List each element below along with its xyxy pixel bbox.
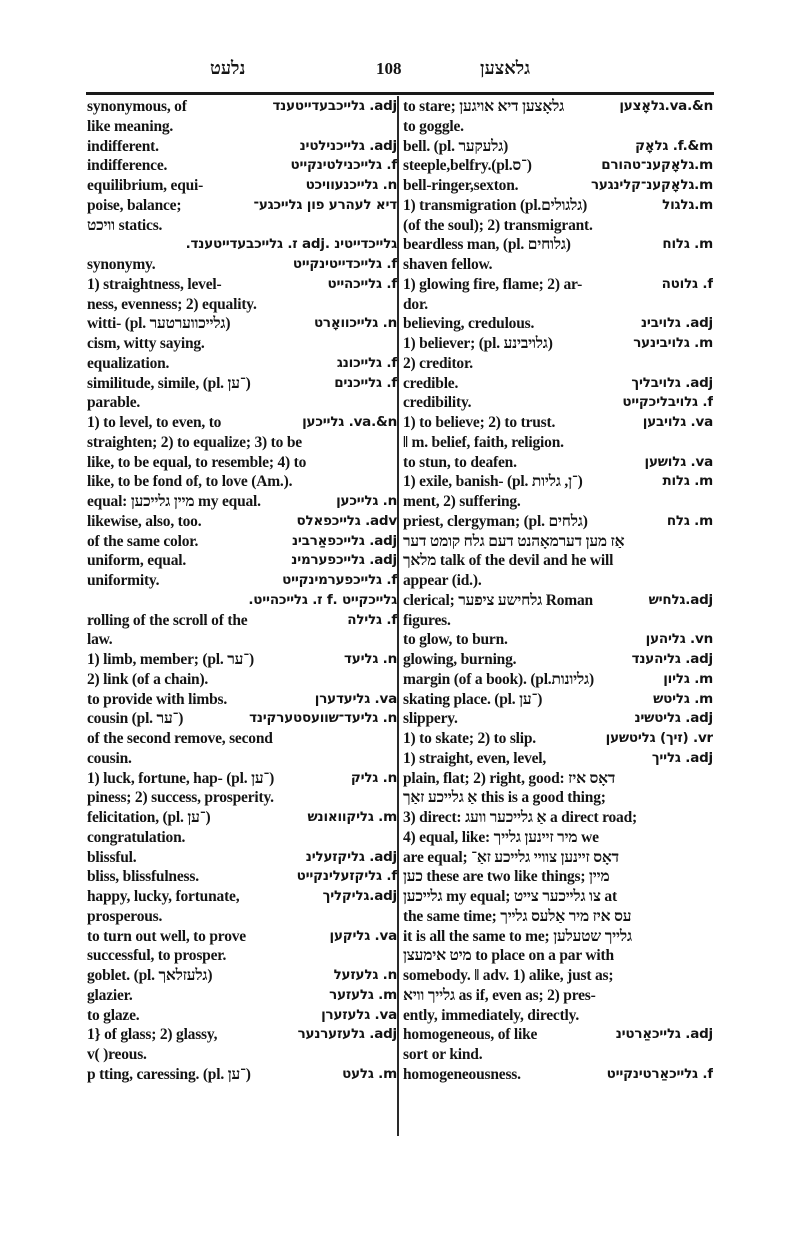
dictionary-line — [403, 650, 713, 670]
definition-text: believing, credulous. — [403, 315, 535, 333]
dictionary-line — [87, 374, 397, 394]
headword-text: adj. גלייכפערמינ — [291, 552, 397, 569]
definition-text: 4) equal, like: מיר זיינען גלייך we — [403, 828, 599, 846]
header-rule — [86, 92, 714, 95]
definition-text: prosperous. — [87, 907, 163, 925]
dictionary-line — [403, 117, 713, 137]
definition-text: to glaze. — [87, 1006, 140, 1024]
definition-text: כען these are two like things; מיין — [403, 868, 610, 886]
dictionary-line — [403, 1006, 713, 1026]
dictionary-line — [403, 472, 713, 492]
headword-text: adj. גלייכבעדייטענד — [272, 98, 397, 114]
dictionary-line — [403, 927, 713, 947]
definition-text: happy, lucky, fortunate, — [87, 888, 240, 905]
definition-text: equilibrium, equi- — [87, 177, 204, 194]
definition-text: to turn out well, to prove — [87, 927, 246, 945]
headword-text: גלייכדייטינ .adj ז. גלייכבעדייטענד. — [185, 236, 397, 253]
definition-text: the same time; עס איז מיר אַלעס גלייך — [403, 907, 632, 925]
definition-text: 1) to believe; 2) to trust. — [403, 414, 556, 431]
definition-text: dor. — [403, 295, 428, 313]
dictionary-line — [403, 769, 713, 789]
definition-text: מיט אימעצן to place on a par with — [403, 947, 614, 965]
dictionary-line — [87, 571, 397, 591]
right-guide-word: גלאצען — [480, 58, 531, 79]
headword-text: m.גלגול — [662, 196, 713, 213]
dictionary-line — [87, 986, 397, 1006]
dictionary-line — [87, 907, 397, 927]
definition-text: piness; 2) success, prosperity. — [87, 789, 274, 807]
headword-text: m. גליקוואונש — [307, 809, 397, 825]
dictionary-line — [403, 591, 713, 611]
definition-text: steeple,belfry.(pl.־ס) — [403, 157, 532, 175]
headword-text: adj. גלויבליך — [631, 374, 713, 391]
headword-text: m. גלות — [662, 473, 713, 490]
definition-text: cousin (pl. ־ער) — [87, 710, 184, 728]
headword-text: f. גלייכהייט — [327, 275, 397, 292]
headword-text: va. גלויבען — [642, 414, 713, 430]
definition-text: 1) glowing fire, flame; 2) ar- — [403, 275, 583, 293]
definition-text: homogeneousness. — [403, 1065, 521, 1083]
dictionary-line — [403, 275, 713, 295]
definition-text: straighten; 2) to equalize; 3) to be — [87, 433, 302, 451]
headword-text: adj.גליקליך — [322, 888, 397, 904]
definition-text: figures. — [403, 611, 451, 629]
definition-text: 2) creditor. — [403, 354, 473, 372]
definition-text: homogeneous, of like — [403, 1026, 538, 1044]
headword-text: m. גלח — [666, 512, 713, 529]
headword-text: n. גליק — [350, 769, 397, 786]
dictionary-line — [403, 314, 713, 334]
headword-text: n. גלייכנעוויכט — [305, 177, 397, 193]
definition-text: of the second remove, second — [87, 730, 273, 747]
dictionary-line — [87, 393, 397, 413]
dictionary-line — [87, 611, 397, 631]
dictionary-line — [403, 729, 713, 749]
headword-text: adj. גלייכפאַרבינ — [292, 532, 397, 549]
dictionary-line — [87, 887, 397, 907]
definition-text: clerical; גלחישע ציפער Roman — [403, 591, 593, 609]
dictionary-line — [403, 512, 713, 532]
definition-text: successful, to prosper. — [87, 947, 227, 965]
definition-text: congratulation. — [87, 828, 186, 846]
dictionary-line — [87, 137, 397, 157]
definition-text: synonymous, of — [87, 98, 187, 115]
dictionary-line — [403, 216, 713, 236]
definition-text: shaven fellow. — [403, 256, 493, 273]
definition-text: (of the soul); 2) transmigrant. — [403, 216, 593, 234]
dictionary-line — [403, 611, 713, 631]
definition-text: uniformity. — [87, 572, 160, 589]
headword-text: n. גלייכוואָרט — [313, 315, 397, 332]
definition-text: bliss, blissfulness. — [87, 868, 199, 886]
headword-text: f. גלויבליכקייט — [622, 394, 713, 411]
dictionary-line — [403, 176, 713, 196]
definition-text: ness, evenness; 2) equality. — [87, 295, 257, 313]
definition-text: uniform, equal. — [87, 552, 187, 570]
headword-text: va. גלעזערן — [321, 1006, 397, 1023]
definition-text: rolling of the scroll of the — [87, 611, 248, 629]
dictionary-line — [87, 1006, 397, 1026]
dictionary-line — [403, 828, 713, 848]
headword-text: adj. גלויבינ — [641, 315, 713, 332]
headword-text: m. גלוח — [662, 236, 713, 253]
headword-text: adj. גלייך — [651, 749, 713, 766]
headword-text: n. גליעד־שוועסטערקינד — [249, 710, 397, 727]
dictionary-line — [403, 808, 713, 828]
dictionary-line — [403, 551, 713, 571]
dictionary-line — [87, 828, 397, 848]
dictionary-line — [87, 769, 397, 789]
dictionary-line — [403, 235, 713, 255]
dictionary-line — [403, 749, 713, 769]
dictionary-line — [87, 295, 397, 315]
dictionary-line — [87, 551, 397, 571]
dictionary-line — [403, 532, 713, 552]
headword-text: f.&m. גלאָק — [635, 137, 713, 154]
left-column — [87, 97, 397, 1085]
dictionary-line — [87, 196, 397, 216]
definition-text: 1) limb, member; (pl. ־ער) — [87, 651, 254, 668]
dictionary-line — [403, 946, 713, 966]
definition-text: parable. — [87, 394, 141, 412]
dictionary-line — [87, 1045, 397, 1065]
headword-text: adj. גליהענד — [631, 651, 713, 667]
definition-text: אַז מען דערמאָהנט דעם גלח קומט דער — [403, 532, 625, 550]
definition-text: margin (of a book). (pl.גליונות) — [403, 670, 594, 688]
dictionary-line — [403, 986, 713, 1006]
definition-text: v( )reous. — [87, 1046, 147, 1063]
headword-text: m. גליטש — [653, 690, 713, 707]
dictionary-line — [403, 492, 713, 512]
headword-text: vr. (זיך) גליטשען — [605, 730, 713, 746]
dictionary-line — [403, 867, 713, 887]
dictionary-line — [403, 137, 713, 157]
definition-text: of the same color. — [87, 532, 199, 550]
dictionary-line — [87, 670, 397, 690]
definition-text: p tting, caressing. (pl. ־ען) — [87, 1065, 251, 1083]
definition-text: אַ גלייכע זאַך this is a good thing; — [403, 789, 606, 807]
dictionary-line — [403, 295, 713, 315]
definition-text: law. — [87, 631, 113, 649]
dictionary-line — [403, 453, 713, 473]
dictionary-line — [403, 788, 713, 808]
dictionary-line — [403, 690, 713, 710]
dictionary-line — [87, 867, 397, 887]
headword-text: adv. גלייכפאלס — [296, 512, 397, 529]
definition-text: credible. — [403, 374, 459, 392]
definition-text: like, to be fond of, to love (Am.). — [87, 473, 293, 491]
dictionary-line — [87, 472, 397, 492]
dictionary-line — [87, 808, 397, 828]
definition-text: ‖ m. belief, faith, religion. — [403, 433, 564, 451]
headword-text: m. גליון — [663, 670, 713, 687]
headword-text: f. גלייכאַרטינקייט — [606, 1065, 713, 1082]
definition-text: to glow, to burn. — [403, 631, 508, 649]
definition-text: slippery. — [403, 710, 458, 728]
definition-text: like meaning. — [87, 117, 174, 135]
dictionary-line — [87, 492, 397, 512]
dictionary-line — [403, 1065, 713, 1085]
headword-text: f. גליקזעלינקייט — [296, 868, 397, 885]
definition-text: 1) luck, fortune, hap- (pl. ־ען) — [87, 769, 275, 787]
definition-text: priest, clergyman; (pl. גלחים) — [403, 512, 588, 530]
headword-text: va. גליקען — [329, 927, 397, 944]
definition-text: 1} of glass; 2) glassy, — [87, 1026, 218, 1044]
definition-text: מלאך talk of the devil and he will — [403, 552, 614, 570]
definition-text: somebody. ‖ adv. 1) alike, just as; — [403, 967, 614, 984]
definition-text: it is all the same to me; גלייך שטעלען — [403, 927, 632, 945]
headword-text: f. גלייכדייטינקייט — [292, 256, 397, 272]
definition-text: glowing, burning. — [403, 651, 517, 668]
definition-text: goblet. (pl. גלעזלאך) — [87, 967, 213, 984]
headword-text: va. גליעדערן — [314, 690, 397, 707]
definition-text: וויכט statics. — [87, 216, 163, 234]
dictionary-line — [403, 393, 713, 413]
dictionary-line — [403, 354, 713, 374]
definition-text: 1) to skate; 2) to slip. — [403, 730, 536, 747]
headword-text: m. גלויבינער — [633, 335, 713, 351]
definition-text: bell-ringer,sexton. — [403, 177, 519, 194]
definition-text: גלייך וויא as if, even as; 2) pres- — [403, 986, 596, 1004]
headword-text: m. גלעט — [342, 1065, 397, 1082]
headword-text: adj. גליקזעלינ — [305, 848, 397, 865]
definition-text: synonymy. — [87, 256, 156, 273]
definition-text: glazier. — [87, 986, 133, 1004]
dictionary-line — [87, 946, 397, 966]
definition-text: indifferent. — [87, 137, 159, 155]
definition-text: are equal; דאָס זיינען צוויי גלייכע זאַ־ — [403, 848, 619, 866]
headword-text: adj.גלחיש — [648, 591, 713, 608]
definition-text: 1) exile, banish- (pl. ־ן, גליות) — [403, 473, 583, 491]
dictionary-line — [87, 97, 397, 117]
dictionary-line — [403, 887, 713, 907]
headword-text: n. גלייכען — [336, 493, 397, 509]
dictionary-line — [87, 690, 397, 710]
headword-text: m. גלעזער — [329, 986, 397, 1003]
running-header — [0, 58, 788, 88]
headword-text: m.גלאָקענ־טהורם — [601, 157, 713, 174]
definition-text: equalization. — [87, 354, 170, 372]
headword-text: דיא לעהרע פון גלייכגע־ — [253, 196, 397, 213]
dictionary-line — [87, 788, 397, 808]
definition-text: witti- (pl. גלייכווערטער) — [87, 315, 231, 333]
dictionary-line — [87, 176, 397, 196]
definition-text: ently, immediately, directly. — [403, 1006, 580, 1024]
headword-text: f. גלוטה — [661, 275, 713, 292]
dictionary-line — [87, 314, 397, 334]
definition-text: like, to be equal, to resemble; 4) to — [87, 453, 307, 471]
dictionary-line — [87, 532, 397, 552]
dictionary-line — [87, 729, 397, 749]
dictionary-line — [87, 255, 397, 275]
dictionary-line — [87, 848, 397, 868]
definition-text: to goggle. — [403, 117, 464, 135]
definition-text: 1) straight, even, level, — [403, 749, 547, 767]
dictionary-line — [87, 591, 397, 611]
dictionary-line — [87, 433, 397, 453]
dictionary-line — [87, 275, 397, 295]
dictionary-line — [403, 374, 713, 394]
definition-text: likewise, also, too. — [87, 512, 202, 530]
dictionary-line — [87, 354, 397, 374]
dictionary-line — [87, 413, 397, 433]
definition-text: ment, 2) suffering. — [403, 493, 521, 510]
dictionary-line — [403, 97, 713, 117]
dictionary-line — [87, 334, 397, 354]
dictionary-line — [403, 630, 713, 650]
definition-text: 1) believer; (pl. גלויבינע) — [403, 335, 553, 352]
headword-text: adj. גלייכאַרטינ — [615, 1026, 713, 1043]
headword-text: n. גלעזעל — [333, 967, 397, 983]
headword-text: adj. גלעזערנער — [297, 1026, 397, 1043]
dictionary-line — [87, 235, 397, 255]
definition-text: 1) to level, to even, to — [87, 414, 222, 431]
definition-text: plain, flat; 2) right, good: דאָס איז — [403, 769, 616, 787]
headword-text: f. גלייכנילטינקייט — [290, 157, 397, 174]
headword-text: גלייכקייט .f ז. גלייכהייט. — [248, 591, 397, 608]
dictionary-line — [87, 216, 397, 236]
dictionary-line — [87, 650, 397, 670]
definition-text: to provide with limbs. — [87, 690, 227, 708]
headword-text: va.&n.גלאָצען — [619, 98, 713, 114]
definition-text: poise, balance; — [87, 196, 182, 214]
definition-text: גלייכען my equal; צו גלייכער צייט at — [403, 888, 617, 905]
definition-text: felicitation, (pl. ־ען) — [87, 809, 211, 826]
headword-text: m.גלאָקענ־קלינגער — [590, 177, 713, 193]
dictionary-line — [87, 512, 397, 532]
dictionary-line — [87, 1025, 397, 1045]
dictionary-line — [403, 571, 713, 591]
column-divider — [397, 96, 399, 1136]
definition-text: 1) straightness, level- — [87, 275, 222, 293]
dictionary-line — [87, 927, 397, 947]
definition-text: appear (id.). — [403, 572, 482, 589]
headword-text: va.&n. גלייכען — [302, 414, 397, 430]
headword-text: f. גלילה — [347, 611, 397, 628]
dictionary-line — [87, 709, 397, 729]
headword-text: f. גלייכפערמינקייט — [282, 572, 397, 588]
left-guide-word: נלעט — [210, 58, 246, 79]
definition-text: to stun, to deafen. — [403, 453, 517, 471]
headword-text: adj. גליטשינ — [634, 710, 713, 727]
definition-text: 1) transmigration (pl.גלגולים) — [403, 196, 588, 214]
right-column — [403, 97, 713, 1085]
dictionary-line — [403, 196, 713, 216]
headword-text: f. גלייכנים — [334, 374, 397, 391]
definition-text: skating place. (pl. ־ען) — [403, 690, 543, 708]
definition-text: indifference. — [87, 157, 168, 175]
dictionary-line — [403, 1025, 713, 1045]
definition-text: credibility. — [403, 394, 472, 412]
dictionary-line — [403, 907, 713, 927]
headword-text: adj. גלייכנילטינ — [299, 137, 397, 154]
page-number: 108 — [376, 59, 402, 78]
dictionary-line — [87, 453, 397, 473]
definition-text: sort or kind. — [403, 1046, 483, 1063]
dictionary-line — [403, 966, 713, 986]
definition-text: blissful. — [87, 848, 137, 866]
headword-text: f. גלייכונג — [336, 354, 397, 371]
definition-text: 2) link (of a chain). — [87, 670, 209, 688]
headword-text: vn. גליהען — [645, 631, 713, 648]
definition-text: cism, witty saying. — [87, 335, 205, 352]
dictionary-line — [87, 117, 397, 137]
definition-text: cousin. — [87, 749, 132, 767]
dictionary-line — [87, 156, 397, 176]
dictionary-line — [87, 966, 397, 986]
dictionary-line — [403, 334, 713, 354]
headword-text: va. גלושען — [644, 453, 713, 470]
definition-text: 3) direct: אַ גלייכער וועג a direct road; — [403, 809, 637, 826]
dictionary-line — [403, 670, 713, 690]
dictionary-line — [403, 156, 713, 176]
dictionary-line — [87, 630, 397, 650]
dictionary-line — [87, 749, 397, 769]
definition-text: equal: מיין גלייכען my equal. — [87, 493, 261, 510]
dictionary-line — [403, 709, 713, 729]
definition-text: to stare; גלאָצען דיא אויגען — [403, 98, 565, 115]
dictionary-line — [403, 413, 713, 433]
dictionary-line — [403, 255, 713, 275]
dictionary-line — [403, 1045, 713, 1065]
dictionary-line — [87, 1065, 397, 1085]
dictionary-line — [403, 433, 713, 453]
definition-text: beardless man, (pl. גלוחים) — [403, 236, 571, 254]
definition-text: bell. (pl. גלעקער) — [403, 137, 509, 155]
headword-text: n. גליעד — [344, 651, 397, 667]
dictionary-line — [403, 848, 713, 868]
definition-text: similitude, simile, (pl. ־ען) — [87, 374, 251, 392]
